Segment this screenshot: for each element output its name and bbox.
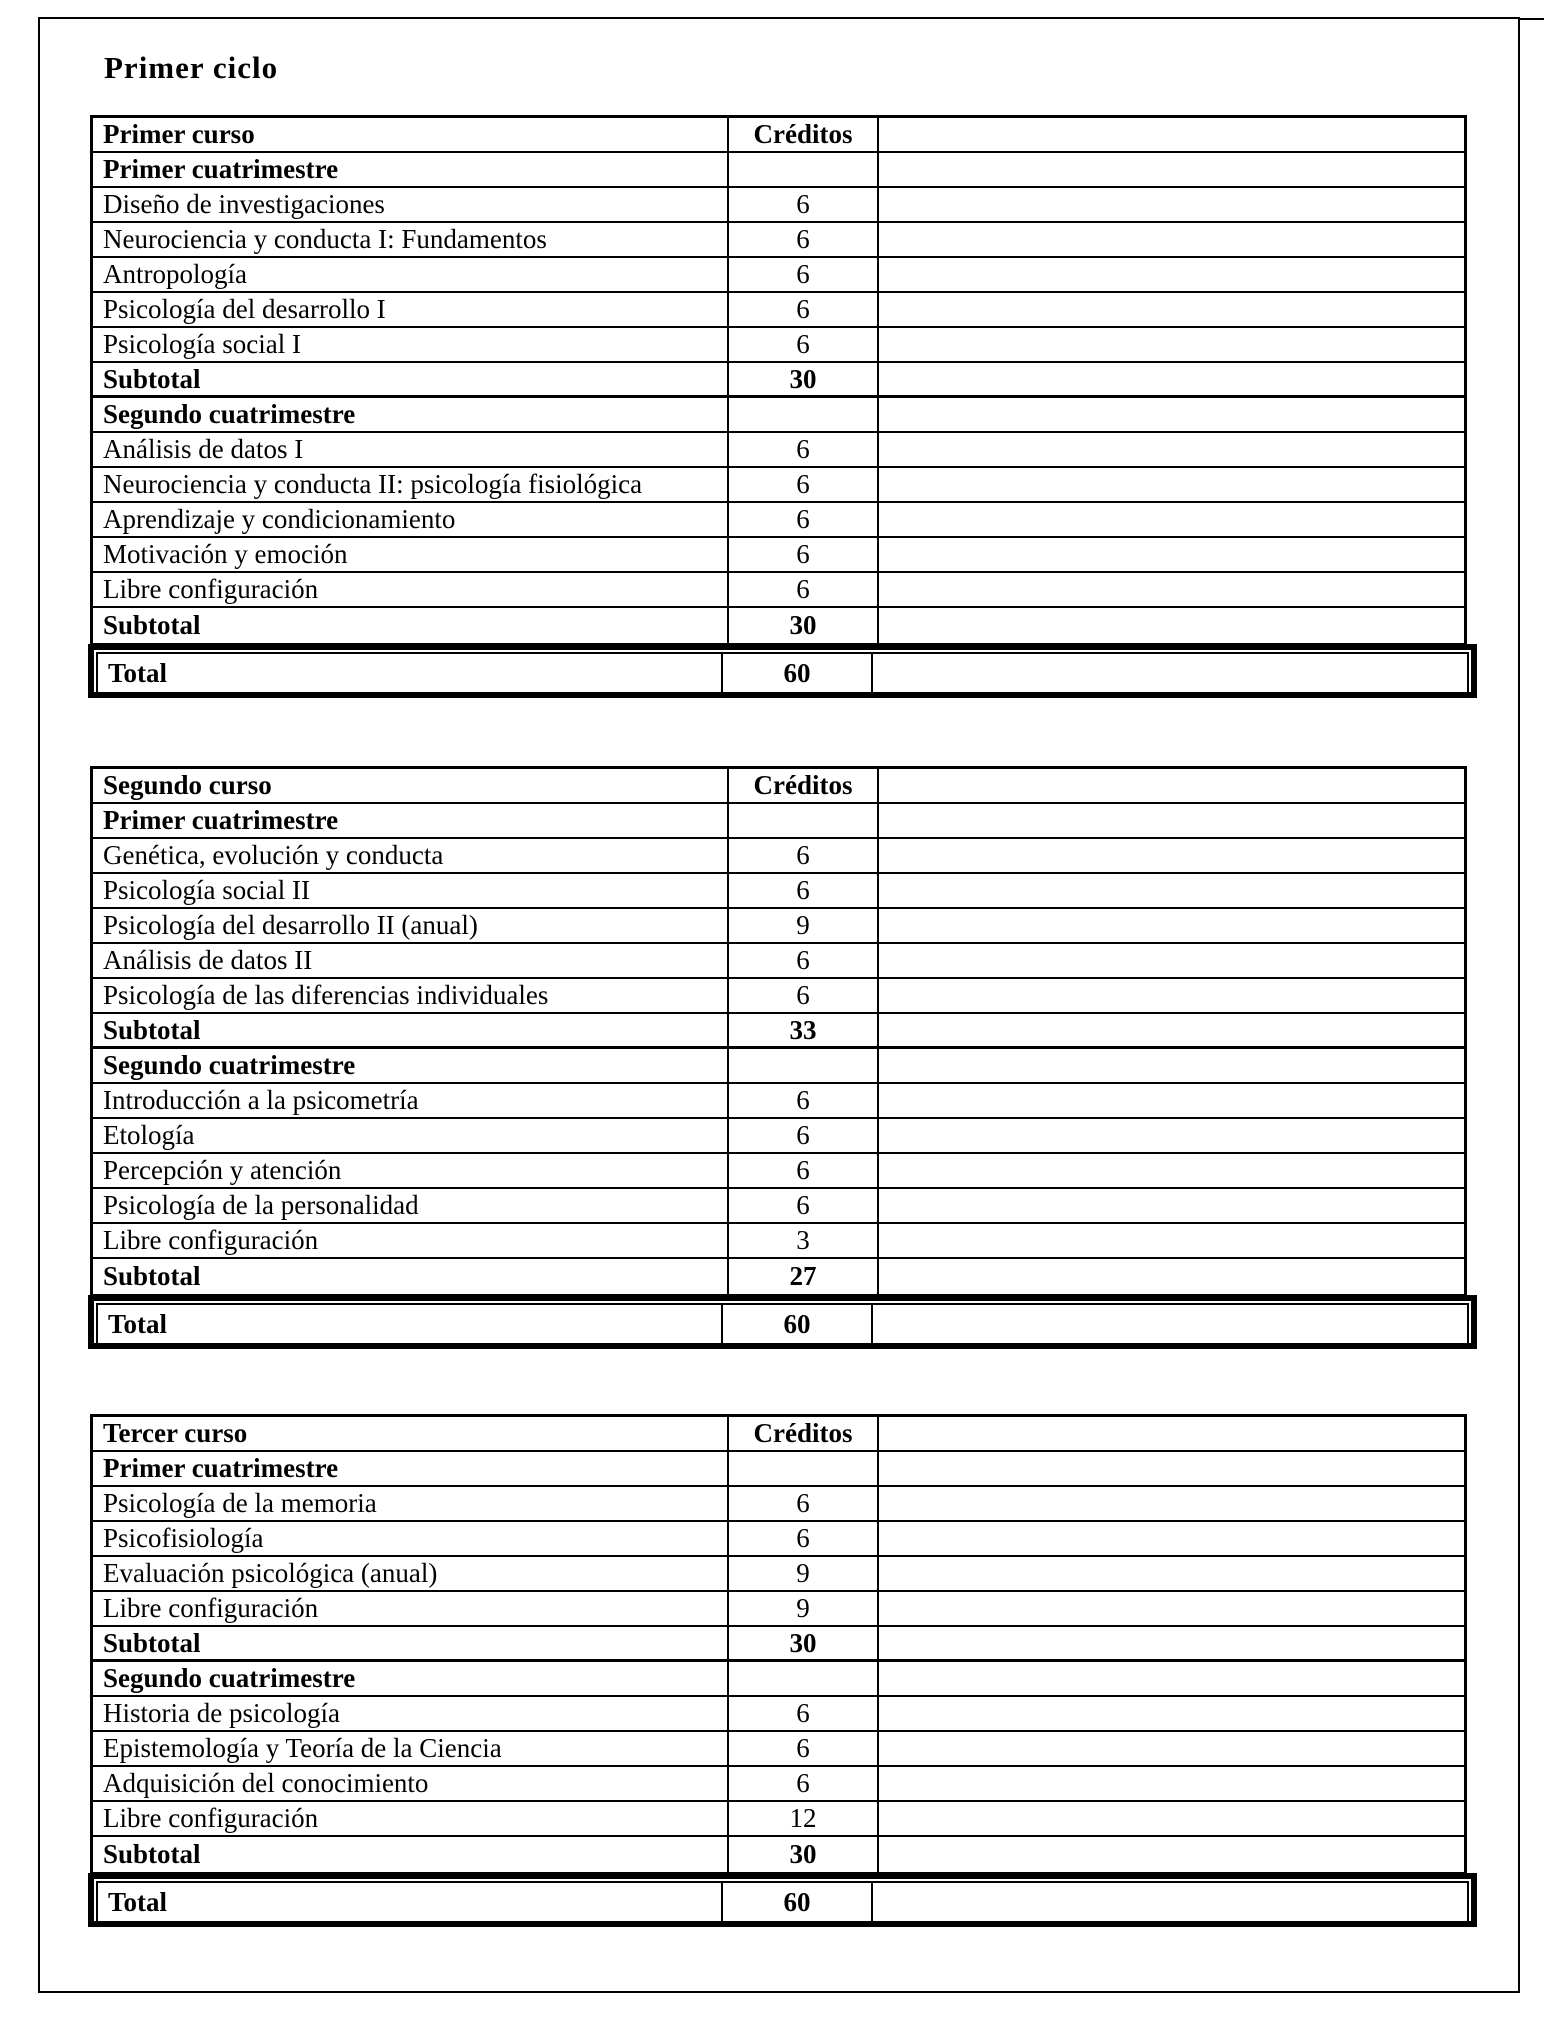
subject-row-blank	[879, 979, 1464, 1012]
total-row-inner	[96, 1303, 1469, 1345]
subject-row-blank	[879, 874, 1464, 907]
subject-row-label: Libre configuración	[93, 573, 729, 606]
subtotal-row-label: Subtotal	[93, 608, 729, 643]
subtotal-row	[93, 1627, 1464, 1662]
subject-row-label: Libre configuración	[93, 1802, 729, 1835]
subject-row-blank	[879, 503, 1464, 536]
semester-title-row	[93, 804, 1464, 839]
semester-title-row-label: Primer cuatrimestre	[93, 804, 729, 837]
subject-row-credits: 6	[729, 1189, 879, 1222]
total-row	[88, 1873, 1477, 1927]
subject-row-blank	[879, 1119, 1464, 1152]
subject-row-blank	[879, 538, 1464, 571]
course-table	[90, 766, 1467, 1297]
subject-row	[93, 1767, 1464, 1802]
subject-row-label: Introducción a la psicometría	[93, 1084, 729, 1117]
subject-row	[93, 1119, 1464, 1154]
semester-title-row-blank	[879, 398, 1464, 431]
subject-row-label: Psicología de la memoria	[93, 1487, 729, 1520]
total-label: Total	[98, 654, 723, 692]
semester-title-row-credits	[729, 153, 879, 186]
subject-row-credits: 6	[729, 293, 879, 326]
subject-row-blank	[879, 909, 1464, 942]
subject-row-credits: 6	[729, 573, 879, 606]
subject-row-credits: 6	[729, 1697, 879, 1730]
total-blank	[873, 1883, 1467, 1921]
subtotal-row	[93, 1014, 1464, 1049]
subject-row	[93, 874, 1464, 909]
subject-row-label: Neurociencia y conducta II: psicología fisiológica	[93, 468, 729, 501]
course-header-row	[93, 769, 1464, 804]
subject-row	[93, 979, 1464, 1014]
semester-title-row-blank	[879, 1662, 1464, 1695]
subject-row	[93, 839, 1464, 874]
subject-row-blank	[879, 293, 1464, 326]
semester-title-row-label: Segundo cuatrimestre	[93, 398, 729, 431]
subtotal-row	[93, 1837, 1464, 1872]
subtotal-row-blank	[879, 1259, 1464, 1294]
subject-row	[93, 328, 1464, 363]
semester-title-row-blank	[879, 153, 1464, 186]
subject-row-label: Libre configuración	[93, 1592, 729, 1625]
subject-row-credits: 3	[729, 1224, 879, 1257]
subject-row-label: Aprendizaje y condicionamiento	[93, 503, 729, 536]
subject-row-blank	[879, 1592, 1464, 1625]
total-label: Total	[98, 1883, 723, 1921]
subject-row-credits: 6	[729, 1154, 879, 1187]
course-header-row-label: Segundo curso	[93, 769, 729, 802]
subtotal-row	[93, 1259, 1464, 1294]
subject-row-credits: 6	[729, 538, 879, 571]
subject-row-blank	[879, 1697, 1464, 1730]
subject-row-label: Adquisición del conocimiento	[93, 1767, 729, 1800]
subject-row-label: Psicología social I	[93, 328, 729, 361]
total-credits: 60	[723, 654, 873, 692]
subject-row-blank	[879, 1154, 1464, 1187]
semester-title-row-blank	[879, 1049, 1464, 1082]
semester-title-row-credits	[729, 1662, 879, 1695]
subject-row-label: Historia de psicología	[93, 1697, 729, 1730]
subtotal-row-credits: 30	[729, 1627, 879, 1659]
course-header-row	[93, 1417, 1464, 1452]
subject-row-blank	[879, 1224, 1464, 1257]
subject-row-blank	[879, 1189, 1464, 1222]
subject-row-credits: 6	[729, 503, 879, 536]
course-table	[90, 115, 1467, 646]
subject-row-credits: 6	[729, 1487, 879, 1520]
subject-row-credits: 6	[729, 188, 879, 221]
subtotal-row-label: Subtotal	[93, 1259, 729, 1294]
subject-row-credits: 6	[729, 979, 879, 1012]
subtotal-row-blank	[879, 1014, 1464, 1046]
subject-row-blank	[879, 258, 1464, 291]
subject-row-blank	[879, 328, 1464, 361]
subject-row-credits: 6	[729, 1522, 879, 1555]
semester-title-row-credits	[729, 1049, 879, 1082]
subtotal-row-credits: 30	[729, 608, 879, 643]
subject-row-blank	[879, 468, 1464, 501]
subject-row	[93, 1802, 1464, 1837]
subject-row-credits: 6	[729, 223, 879, 256]
subject-row	[93, 503, 1464, 538]
subject-row	[93, 1224, 1464, 1259]
subtotal-row-credits: 30	[729, 1837, 879, 1872]
subtotal-row-label: Subtotal	[93, 363, 729, 395]
subject-row	[93, 1522, 1464, 1557]
total-row-inner	[96, 1881, 1469, 1923]
semester-title-row-credits	[729, 804, 879, 837]
subject-row-label: Psicología de la personalidad	[93, 1189, 729, 1222]
subtotal-row-blank	[879, 363, 1464, 395]
subject-row	[93, 944, 1464, 979]
subject-row-label: Psicología social II	[93, 874, 729, 907]
total-blank	[873, 1305, 1467, 1343]
course-header-row-blank	[879, 769, 1464, 802]
semester-title-row-blank	[879, 804, 1464, 837]
subject-row-label: Psicología de las diferencias individuales	[93, 979, 729, 1012]
subject-row-credits: 6	[729, 468, 879, 501]
semester-title-row	[93, 1452, 1464, 1487]
semester-title-row-label: Segundo cuatrimestre	[93, 1049, 729, 1082]
subject-row-label: Análisis de datos I	[93, 433, 729, 466]
total-row-inner	[96, 652, 1469, 694]
semester-title-row-blank	[879, 1452, 1464, 1485]
subject-row-credits: 6	[729, 328, 879, 361]
subject-row	[93, 1084, 1464, 1119]
subject-row	[93, 258, 1464, 293]
semester-title-row-credits	[729, 1452, 879, 1485]
semester-title-row-label: Primer cuatrimestre	[93, 1452, 729, 1485]
subtotal-row-blank	[879, 1627, 1464, 1659]
semester-title-row	[93, 1662, 1464, 1697]
course-header-row-label: Tercer curso	[93, 1417, 729, 1450]
subject-row-blank	[879, 1732, 1464, 1765]
subject-row-blank	[879, 1487, 1464, 1520]
subject-row-credits: 6	[729, 433, 879, 466]
frame-corner-mark	[1520, 18, 1544, 20]
course-header-row-credits: Créditos	[729, 1417, 879, 1450]
course-header-row-blank	[879, 1417, 1464, 1450]
subject-row	[93, 433, 1464, 468]
subject-row	[93, 223, 1464, 258]
subject-row-credits: 6	[729, 839, 879, 872]
subject-row-blank	[879, 223, 1464, 256]
subtotal-row	[93, 608, 1464, 643]
subject-row	[93, 1154, 1464, 1189]
subject-row-label: Antropología	[93, 258, 729, 291]
subject-row-label: Análisis de datos II	[93, 944, 729, 977]
subject-row-credits: 6	[729, 1767, 879, 1800]
total-credits: 60	[723, 1883, 873, 1921]
subtotal-row-label: Subtotal	[93, 1837, 729, 1872]
subject-row-credits: 9	[729, 1592, 879, 1625]
subject-row	[93, 1592, 1464, 1627]
semester-title-row-label: Primer cuatrimestre	[93, 153, 729, 186]
subject-row	[93, 1557, 1464, 1592]
semester-title-row-label: Segundo cuatrimestre	[93, 1662, 729, 1695]
subject-row	[93, 573, 1464, 608]
total-row	[88, 1295, 1477, 1349]
subject-row	[93, 1487, 1464, 1522]
semester-title-row	[93, 398, 1464, 433]
course-header-row-blank	[879, 118, 1464, 151]
semester-title-row-credits	[729, 398, 879, 431]
subject-row-credits: 6	[729, 258, 879, 291]
subject-row-credits: 6	[729, 1119, 879, 1152]
subject-row	[93, 1697, 1464, 1732]
subject-row-credits: 6	[729, 944, 879, 977]
subject-row-blank	[879, 1767, 1464, 1800]
total-credits: 60	[723, 1305, 873, 1343]
subject-row-label: Neurociencia y conducta I: Fundamentos	[93, 223, 729, 256]
subject-row	[93, 909, 1464, 944]
subject-row-label: Motivación y emoción	[93, 538, 729, 571]
subject-row-label: Evaluación psicológica (anual)	[93, 1557, 729, 1590]
page-heading: Primer ciclo	[104, 50, 279, 85]
subject-row-blank	[879, 433, 1464, 466]
subtotal-row-blank	[879, 608, 1464, 643]
subtotal-row-credits: 33	[729, 1014, 879, 1046]
subject-row-credits: 9	[729, 909, 879, 942]
subject-row	[93, 538, 1464, 573]
subject-row-label: Epistemología y Teoría de la Ciencia	[93, 1732, 729, 1765]
total-label: Total	[98, 1305, 723, 1343]
total-blank	[873, 654, 1467, 692]
subject-row	[93, 1732, 1464, 1767]
subject-row-label: Genética, evolución y conducta	[93, 839, 729, 872]
subject-row	[93, 188, 1464, 223]
subject-row-blank	[879, 944, 1464, 977]
subject-row-blank	[879, 1084, 1464, 1117]
subtotal-row-credits: 27	[729, 1259, 879, 1294]
subject-row-label: Percepción y atención	[93, 1154, 729, 1187]
subject-row-label: Etología	[93, 1119, 729, 1152]
subject-row-blank	[879, 1557, 1464, 1590]
subject-row-label: Psicología del desarrollo II (anual)	[93, 909, 729, 942]
total-row	[88, 644, 1477, 698]
subject-row-credits: 12	[729, 1802, 879, 1835]
subtotal-row-label: Subtotal	[93, 1627, 729, 1659]
subject-row-blank	[879, 573, 1464, 606]
subject-row-label: Psicología del desarrollo I	[93, 293, 729, 326]
course-header-row-credits: Créditos	[729, 118, 879, 151]
subject-row-credits: 6	[729, 874, 879, 907]
subject-row	[93, 293, 1464, 328]
semester-title-row	[93, 153, 1464, 188]
subtotal-row-label: Subtotal	[93, 1014, 729, 1046]
subject-row	[93, 1189, 1464, 1224]
subject-row-blank	[879, 839, 1464, 872]
subject-row-blank	[879, 1522, 1464, 1555]
subject-row-blank	[879, 1802, 1464, 1835]
subject-row-label: Libre configuración	[93, 1224, 729, 1257]
subject-row-credits: 9	[729, 1557, 879, 1590]
subject-row-label: Diseño de investigaciones	[93, 188, 729, 221]
subtotal-row	[93, 363, 1464, 398]
subject-row-credits: 6	[729, 1732, 879, 1765]
subject-row	[93, 468, 1464, 503]
course-header-row-credits: Créditos	[729, 769, 879, 802]
subject-row-label: Psicofisiología	[93, 1522, 729, 1555]
course-header-row	[93, 118, 1464, 153]
semester-title-row	[93, 1049, 1464, 1084]
subject-row-blank	[879, 188, 1464, 221]
subtotal-row-blank	[879, 1837, 1464, 1872]
course-header-row-label: Primer curso	[93, 118, 729, 151]
course-table	[90, 1414, 1467, 1875]
subject-row-credits: 6	[729, 1084, 879, 1117]
subtotal-row-credits: 30	[729, 363, 879, 395]
